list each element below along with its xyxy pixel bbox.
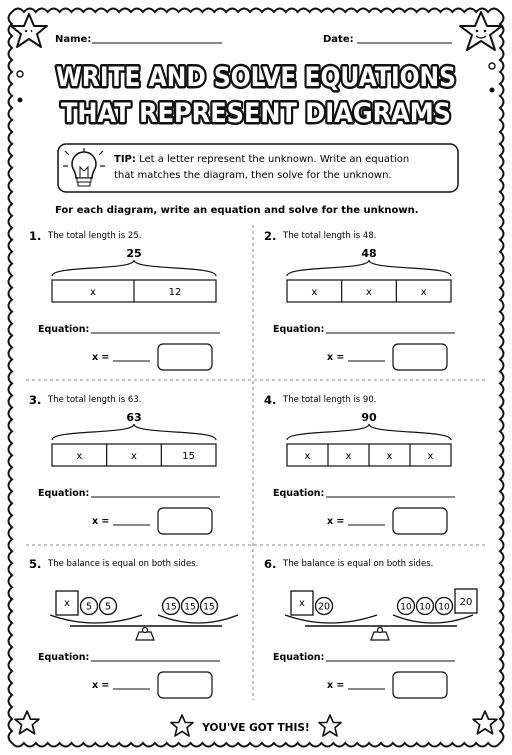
star-icon <box>15 711 39 734</box>
problem-prompt: The total length is 90. <box>283 395 377 405</box>
right-pan <box>158 615 238 623</box>
total-label: 63 <box>126 411 142 424</box>
problem-prompt: The total length is 48. <box>283 231 377 241</box>
weight-label: 15 <box>184 602 196 613</box>
tape-segment: x <box>131 451 137 462</box>
smiling-star-icon <box>460 12 502 50</box>
equation-label: Equation: <box>273 324 325 335</box>
answer-box[interactable] <box>393 672 447 698</box>
total-brace <box>52 260 216 276</box>
weight-label: 15 <box>165 602 177 613</box>
tip-text-line-1: TIP: Let a letter represent the unknown. Write an equation <box>114 154 410 165</box>
total-label: 48 <box>361 247 377 260</box>
weight-label: 20 <box>317 601 331 613</box>
total-brace <box>287 424 451 440</box>
tape-segment: 12 <box>168 287 182 298</box>
dot-decoration <box>489 63 495 69</box>
tip-text-line-2: that matches the diagram, then solve for the unknown. <box>114 170 392 181</box>
problem-prompt: The total length is 63. <box>48 395 142 405</box>
total-label: 25 <box>126 247 142 260</box>
problem-2 <box>264 229 455 370</box>
page-title <box>56 62 456 129</box>
answer-box[interactable] <box>393 508 447 534</box>
weight-label: 5 <box>104 601 112 613</box>
right-pan <box>393 615 473 623</box>
star-icon <box>473 711 497 734</box>
balance-pivot <box>143 628 148 633</box>
answer-label: x = <box>92 680 110 691</box>
star-icon <box>319 715 341 736</box>
answer-label: x = <box>92 352 110 363</box>
balance-stand <box>371 632 389 640</box>
problem-1 <box>29 229 220 370</box>
answer-label: x = <box>327 352 345 363</box>
answer-label: x = <box>92 516 110 527</box>
date-label: Date: <box>323 34 354 45</box>
total-brace <box>52 424 216 440</box>
problem-5 <box>29 557 238 698</box>
equation-label: Equation: <box>273 488 325 499</box>
tape-segment: x <box>366 287 372 298</box>
tape-segment: x <box>420 287 427 298</box>
problem-number: 1. <box>29 229 42 243</box>
tape-segment: x <box>311 287 318 298</box>
problem-6 <box>264 557 477 698</box>
problem-3 <box>29 393 220 534</box>
left-pan <box>285 615 377 623</box>
total-brace <box>287 260 451 276</box>
dot-decoration <box>18 98 23 103</box>
weight-label: 5 <box>85 601 93 613</box>
problem-number: 3. <box>29 393 42 407</box>
dot-decoration <box>490 88 495 93</box>
tape-segment: x <box>427 451 434 462</box>
weight-label: 10 <box>419 602 431 613</box>
star-icon <box>171 715 193 736</box>
weight-label: x <box>64 598 70 609</box>
answer-box[interactable] <box>393 344 447 370</box>
problem-number: 5. <box>29 557 42 571</box>
answer-box[interactable] <box>158 672 212 698</box>
problem-prompt: The total length is 25. <box>48 231 142 241</box>
weight-label: x <box>299 598 305 609</box>
balance-stand <box>136 632 154 640</box>
tape-segment: 15 <box>182 451 196 462</box>
tape-segment: x <box>90 287 96 298</box>
weight-label: 10 <box>400 602 412 613</box>
tape-segment: x <box>76 451 83 462</box>
title-line-1: WRITE AND SOLVE EQUATIONS <box>56 62 456 93</box>
tip-box <box>58 144 458 192</box>
equation-label: Equation: <box>273 652 325 663</box>
tape-segment: x <box>386 451 393 462</box>
title-line-2: THAT REPRESENT DIAGRAMS <box>61 98 451 129</box>
answer-label: x = <box>327 680 345 691</box>
left-pan <box>50 615 142 623</box>
weight-label: 10 <box>438 602 450 613</box>
problem-prompt: The balance is equal on both sides. <box>283 559 434 569</box>
problem-4 <box>264 393 455 534</box>
total-label: 90 <box>361 411 377 424</box>
equation-label: Equation: <box>38 324 90 335</box>
answer-box[interactable] <box>158 508 212 534</box>
problem-number: 4. <box>264 393 277 407</box>
tape-segment: x <box>345 451 352 462</box>
problem-prompt: The balance is equal on both sides. <box>48 559 199 569</box>
balance-pivot <box>378 628 383 633</box>
weight-label: 15 <box>203 602 215 613</box>
name-label: Name: <box>55 34 92 45</box>
equation-label: Equation: <box>38 488 90 499</box>
star-icon <box>11 14 47 47</box>
footer-message: YOU'VE GOT THIS! <box>202 722 310 734</box>
dot-decoration <box>17 71 23 77</box>
equation-label: Equation: <box>38 652 90 663</box>
tape-segment: x <box>304 451 311 462</box>
answer-label: x = <box>327 516 345 527</box>
problem-number: 6. <box>264 557 277 571</box>
instructions: For each diagram, write an equation and solve for the unknown. <box>55 205 419 216</box>
answer-box[interactable] <box>158 344 212 370</box>
problem-number: 2. <box>264 229 277 243</box>
weight-label: 20 <box>459 597 473 608</box>
